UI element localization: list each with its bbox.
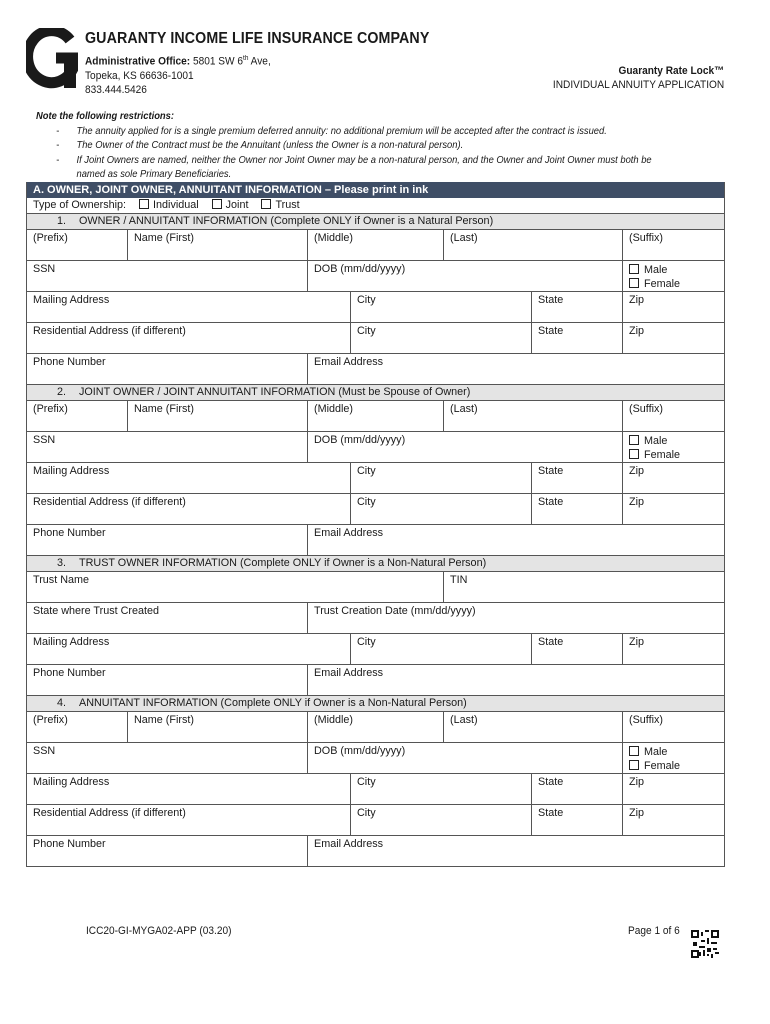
female-label: Female (644, 449, 681, 461)
subsection-owner: 1. OWNER / ANNUITANT INFORMATION (Complete ONLY if Owner is a Natural Person) (27, 214, 724, 230)
first-name-field[interactable]: Name (First) (127, 230, 307, 260)
email-field[interactable]: Email Address (307, 354, 724, 384)
residential-row (27, 494, 724, 525)
trust-date-field[interactable]: Trust Creation Date (mm/dd/yyyy) (307, 603, 724, 633)
first-name-field[interactable]: Name (First) (127, 712, 307, 742)
mailing-address-field[interactable]: Mailing Address (33, 636, 110, 648)
gender-field (622, 432, 724, 462)
zip-field[interactable]: Zip (622, 323, 724, 353)
city-field[interactable]: City (350, 323, 531, 353)
tin-field[interactable]: TIN (443, 572, 724, 602)
male-label: Male (644, 435, 668, 447)
contact-row (27, 525, 724, 556)
email-field[interactable]: Email Address (307, 665, 724, 695)
ssn-field[interactable]: SSN (33, 263, 56, 275)
prefix-field[interactable]: (Prefix) (33, 714, 68, 726)
zip-field[interactable]: Zip (622, 463, 724, 493)
note-item: - If Joint Owners are named, neither the Owner nor Joint Owner may be a non-natural person, and the Owner and Joint Owner must both be (56, 154, 652, 166)
ssn-row (27, 743, 724, 774)
state-field[interactable]: State (531, 463, 622, 493)
gender-field (622, 261, 724, 291)
middle-name-field[interactable]: (Middle) (307, 401, 443, 431)
trust-name-row (27, 572, 724, 603)
residential-address-field[interactable]: Residential Address (if different) (33, 807, 186, 819)
female-label: Female (644, 760, 681, 772)
mailing-address-field[interactable]: Mailing Address (33, 465, 110, 477)
phone-field[interactable]: Phone Number (33, 527, 106, 539)
middle-name-field[interactable]: (Middle) (307, 230, 443, 260)
trust-name-field[interactable]: Trust Name (33, 574, 89, 586)
note-item-cont: named as sole Primary Beneficiaries. (76, 169, 232, 180)
state-field[interactable]: State (531, 494, 622, 524)
contact-row (27, 836, 724, 866)
residential-address-field[interactable]: Residential Address (if different) (33, 325, 186, 337)
dob-field[interactable]: DOB (mm/dd/yyyy) (307, 261, 622, 291)
trust-checkbox[interactable] (261, 199, 271, 209)
email-field[interactable]: Email Address (307, 525, 724, 555)
male-checkbox[interactable] (629, 746, 639, 756)
product-name: Guaranty Rate Lock™ (618, 65, 724, 77)
ssn-row (27, 261, 724, 292)
office-phone: 833.444.5426 (85, 83, 147, 96)
zip-field[interactable]: Zip (622, 774, 724, 804)
note-item: - The annuity applied for is a single premium deferred annuity: no additional premium will be accepted after the contract is issued. (56, 125, 607, 137)
last-name-field[interactable]: (Last) (443, 401, 622, 431)
ssn-field[interactable]: SSN (33, 745, 56, 757)
suffix-field[interactable]: (Suffix) (622, 712, 724, 742)
name-row (27, 230, 724, 261)
gender-field (622, 743, 724, 773)
state-field[interactable]: State (531, 323, 622, 353)
section-a-form (26, 182, 725, 867)
notes-heading: Note the following restrictions: (36, 111, 174, 122)
mailing-address-field[interactable]: Mailing Address (33, 294, 110, 306)
form-id: ICC20-GI-MYGA02-APP (03.20) (86, 925, 232, 937)
city-field[interactable]: City (350, 494, 531, 524)
male-label: Male (644, 264, 668, 276)
qr-code-icon (691, 930, 719, 958)
dob-field[interactable]: DOB (mm/dd/yyyy) (307, 743, 622, 773)
ssn-field[interactable]: SSN (33, 434, 56, 446)
mailing-row (27, 463, 724, 494)
subsection-annuitant: 4. ANNUITANT INFORMATION (Complete ONLY if Owner is a Non-Natural Person) (27, 696, 724, 712)
individual-checkbox[interactable] (139, 199, 149, 209)
prefix-field[interactable]: (Prefix) (33, 403, 68, 415)
residential-row (27, 323, 724, 354)
state-field[interactable]: State (531, 634, 622, 664)
city-field[interactable]: City (350, 292, 531, 322)
trust-label: Trust (275, 199, 300, 211)
trust-state-field[interactable]: State where Trust Created (33, 605, 160, 617)
zip-field[interactable]: Zip (622, 494, 724, 524)
dob-field[interactable]: DOB (mm/dd/yyyy) (307, 432, 622, 462)
section-a-title: A. OWNER, JOINT OWNER, ANNUITANT INFORMATION – Please print in ink (27, 182, 724, 198)
phone-field[interactable]: Phone Number (33, 838, 106, 850)
office-street: 5801 SW 6 (192, 55, 244, 68)
residential-row (27, 805, 724, 836)
zip-field[interactable]: Zip (622, 292, 724, 322)
zip-field[interactable]: Zip (622, 805, 724, 835)
individual-label: Individual (153, 199, 199, 211)
female-label: Female (644, 278, 681, 290)
restrictions-notes (36, 110, 671, 183)
office-sup: th (243, 55, 249, 62)
prefix-field[interactable]: (Prefix) (33, 232, 68, 244)
contact-row (27, 354, 724, 385)
suffix-field[interactable]: (Suffix) (622, 230, 724, 260)
mailing-row (27, 292, 724, 323)
contact-row (27, 665, 724, 696)
phone-field[interactable]: Phone Number (33, 667, 106, 679)
first-name-field[interactable]: Name (First) (127, 401, 307, 431)
state-field[interactable]: State (531, 774, 622, 804)
joint-checkbox[interactable] (212, 199, 222, 209)
middle-name-field[interactable]: (Middle) (307, 712, 443, 742)
mailing-address-field[interactable]: Mailing Address (33, 776, 110, 788)
subsection-joint-owner: 2. JOINT OWNER / JOINT ANNUITANT INFORMATION (Must be Spouse of Owner) (27, 385, 724, 401)
female-checkbox[interactable] (629, 760, 639, 770)
last-name-field[interactable]: (Last) (443, 712, 622, 742)
state-field[interactable]: State (531, 805, 622, 835)
ssn-row (27, 432, 724, 463)
page-number: Page 1 of 6 (628, 925, 680, 937)
company-address (85, 52, 271, 97)
name-row (27, 401, 724, 432)
mailing-row (27, 634, 724, 665)
office-label: Administrative Office: (85, 55, 191, 68)
application-type: INDIVIDUAL ANNUITY APPLICATION (552, 79, 724, 91)
ownership-type-row (27, 198, 724, 214)
mailing-row (27, 774, 724, 805)
office-city: Topeka, KS 66636-1001 (85, 69, 194, 82)
ownership-label: Type of Ownership: (33, 199, 127, 211)
female-checkbox[interactable] (629, 278, 639, 288)
city-field[interactable]: City (350, 463, 531, 493)
zip-field[interactable]: Zip (622, 634, 724, 664)
city-field[interactable]: City (350, 634, 531, 664)
office-street-end: Ave, (248, 55, 271, 68)
name-row (27, 712, 724, 743)
residential-address-field[interactable]: Residential Address (if different) (33, 496, 186, 508)
city-field[interactable]: City (350, 774, 531, 804)
last-name-field[interactable]: (Last) (443, 230, 622, 260)
company-name: GUARANTY INCOME LIFE INSURANCE COMPANY (85, 30, 430, 47)
phone-field[interactable]: Phone Number (33, 356, 106, 368)
email-field[interactable]: Email Address (307, 836, 724, 866)
joint-label: Joint (225, 199, 249, 211)
suffix-field[interactable]: (Suffix) (622, 401, 724, 431)
male-checkbox[interactable] (629, 435, 639, 445)
company-logo-icon (26, 28, 78, 90)
male-checkbox[interactable] (629, 264, 639, 274)
state-field[interactable]: State (531, 292, 622, 322)
female-checkbox[interactable] (629, 449, 639, 459)
city-field[interactable]: City (350, 805, 531, 835)
note-item: - The Owner of the Contract must be the Annuitant (unless the Owner is a non-natural person). (56, 140, 464, 151)
trust-state-row (27, 603, 724, 634)
product-title (553, 64, 724, 92)
subsection-trust: 3. TRUST OWNER INFORMATION (Complete ONLY if Owner is a Non-Natural Person) (27, 556, 724, 572)
male-label: Male (644, 746, 668, 758)
